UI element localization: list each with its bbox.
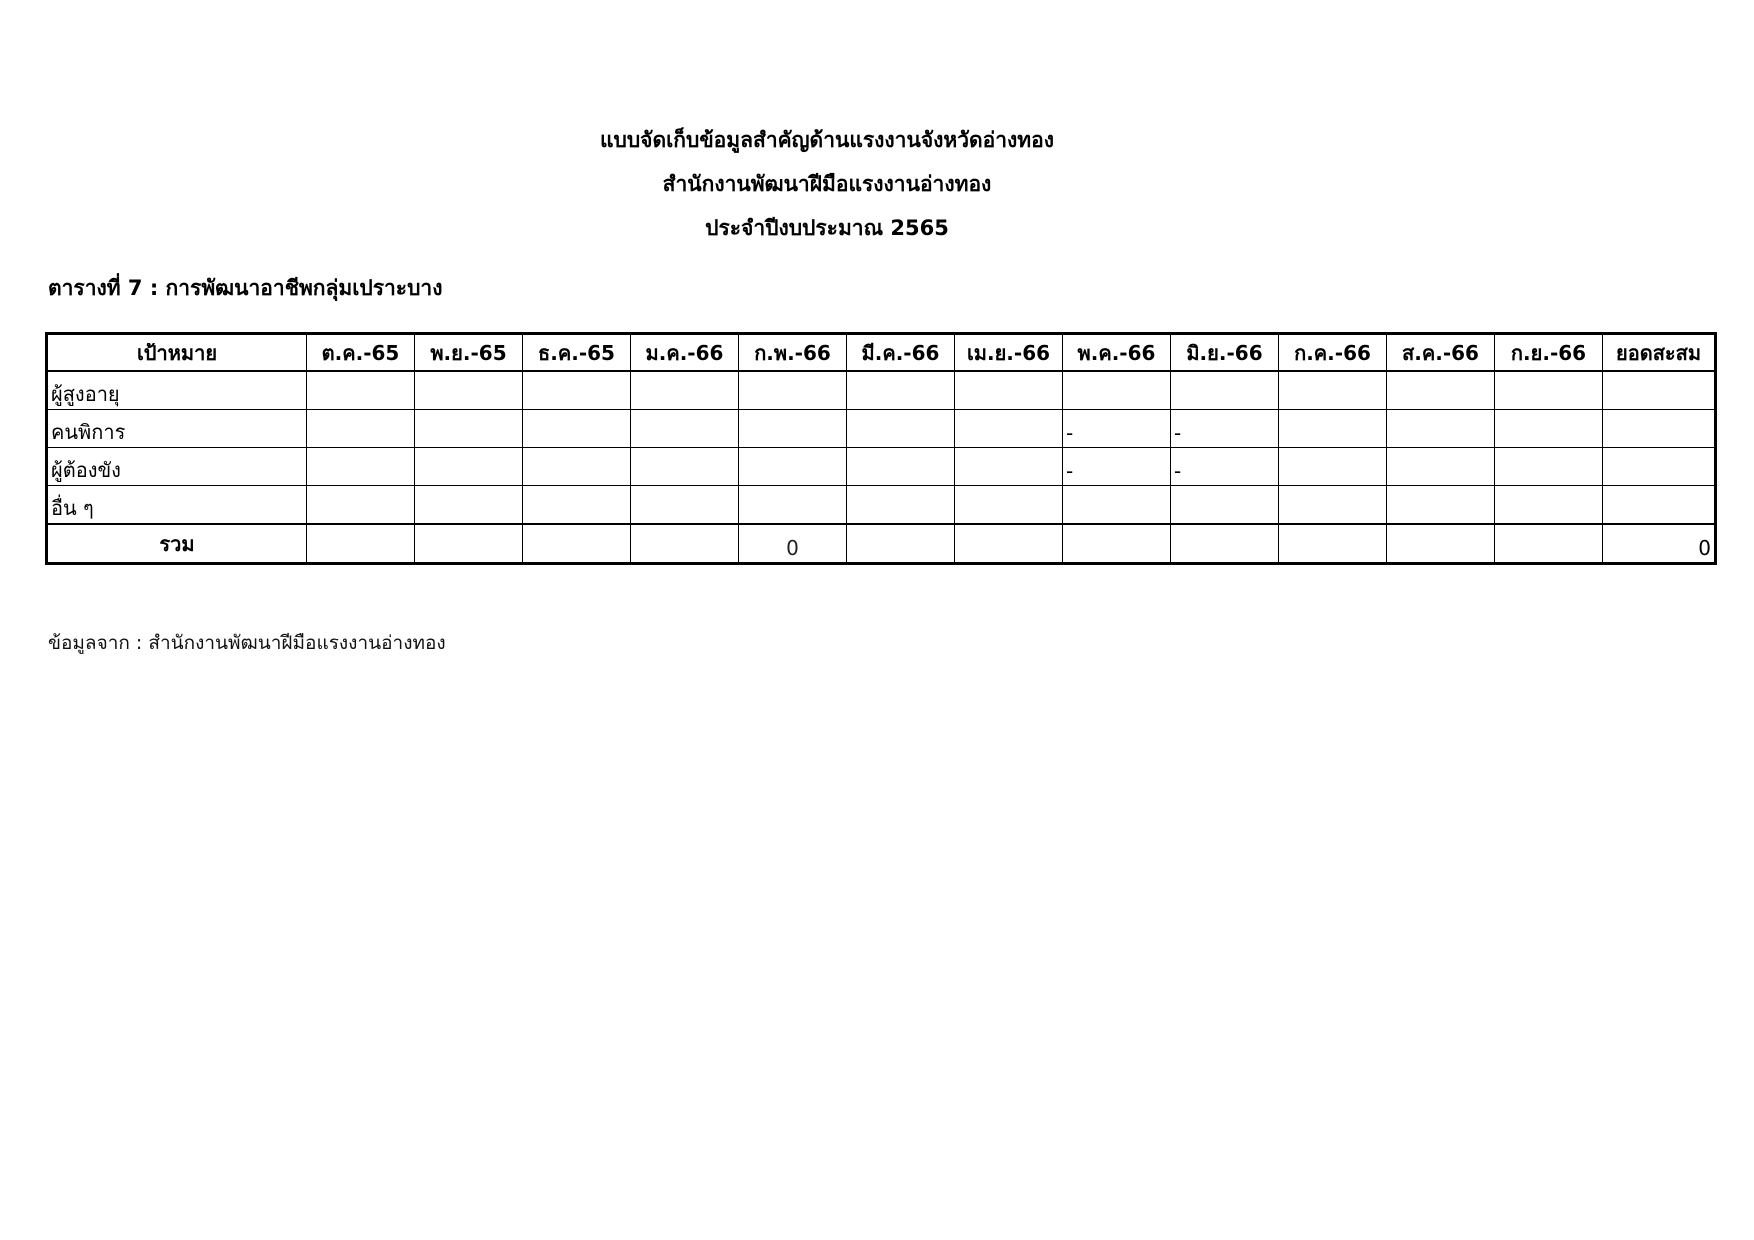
column-header-month: ก.ย.-66 — [1495, 334, 1603, 372]
table-cell — [739, 448, 847, 486]
report-fiscal-year: ประจำปีงบประมาณ 2565 — [705, 216, 949, 240]
table-cell — [631, 486, 739, 525]
table-cell — [415, 486, 523, 525]
row-label: ผู้สูงอายุ — [47, 371, 307, 410]
column-header-cumulative: ยอดสะสม — [1603, 334, 1716, 372]
row-label: อื่น ๆ — [47, 486, 307, 525]
report-organization: สำนักงานพัฒนาฝีมือแรงงานอ่างทอง — [662, 172, 992, 196]
total-cell — [307, 524, 415, 564]
table-cell — [523, 448, 631, 486]
report-header — [0, 118, 1654, 250]
table-cell — [307, 448, 415, 486]
table-cell — [739, 486, 847, 525]
column-header-month: มิ.ย.-66 — [1171, 334, 1279, 372]
table-cell — [307, 410, 415, 448]
column-header-month: ธ.ค.-65 — [523, 334, 631, 372]
total-cell — [415, 524, 523, 564]
column-header-month: พ.ค.-66 — [1063, 334, 1171, 372]
source-note: ข้อมูลจาก : สำนักงานพัฒนาฝีมือแรงงานอ่างทอง — [48, 632, 446, 654]
total-cumulative-cell: 0 — [1603, 524, 1716, 564]
table-title: ตารางที่ 7 : การพัฒนาอาชีพกลุ่มเปราะบาง — [48, 276, 443, 300]
table-cell — [955, 448, 1063, 486]
column-header-month: ก.พ.-66 — [739, 334, 847, 372]
table-cell — [847, 410, 955, 448]
column-header-target: เป้าหมาย — [47, 334, 307, 372]
total-cell — [847, 524, 955, 564]
column-header-month: พ.ย.-65 — [415, 334, 523, 372]
table-cell — [1171, 486, 1279, 525]
table-cell: - — [1171, 410, 1279, 448]
table-cell — [415, 448, 523, 486]
table-row-total — [47, 524, 1716, 564]
table-cell — [739, 371, 847, 410]
total-cell — [1495, 524, 1603, 564]
table-cell — [1063, 486, 1171, 525]
table-cell — [1495, 410, 1603, 448]
table-row-elderly — [47, 371, 1716, 410]
column-header-month: เม.ย.-66 — [955, 334, 1063, 372]
table-cell — [1495, 486, 1603, 525]
table-cell — [739, 410, 847, 448]
table-cell — [307, 486, 415, 525]
table-cell — [955, 410, 1063, 448]
table-cell — [1171, 371, 1279, 410]
row-label: ผู้ต้องขัง — [47, 448, 307, 486]
table-row-disabled — [47, 410, 1716, 448]
column-header-month: ต.ค.-65 — [307, 334, 415, 372]
total-cell — [631, 524, 739, 564]
table-cell — [847, 448, 955, 486]
table-cell — [1603, 486, 1716, 525]
total-cell — [1387, 524, 1495, 564]
total-cell — [1063, 524, 1171, 564]
table-cell — [955, 486, 1063, 525]
table-cell — [1387, 448, 1495, 486]
table-cell — [523, 371, 631, 410]
column-header-month: ก.ค.-66 — [1279, 334, 1387, 372]
total-cell — [955, 524, 1063, 564]
column-header-month: มี.ค.-66 — [847, 334, 955, 372]
table-cell — [1063, 371, 1171, 410]
table-cell — [307, 371, 415, 410]
table-cell — [523, 486, 631, 525]
table-header-row — [47, 334, 1716, 372]
table-cell — [415, 371, 523, 410]
column-header-month: ม.ค.-66 — [631, 334, 739, 372]
table-cell — [1387, 410, 1495, 448]
table-cell — [955, 371, 1063, 410]
table-cell — [1387, 371, 1495, 410]
row-label: คนพิการ — [47, 410, 307, 448]
vulnerable-groups-table — [45, 332, 1717, 565]
table-cell: - — [1063, 410, 1171, 448]
table-cell — [1279, 371, 1387, 410]
table-cell — [631, 448, 739, 486]
total-label: รวม — [47, 524, 307, 564]
table-cell — [847, 371, 955, 410]
table-cell — [1387, 486, 1495, 525]
table-cell — [847, 486, 955, 525]
table-cell — [415, 410, 523, 448]
total-cell — [1171, 524, 1279, 564]
table-cell — [1495, 448, 1603, 486]
table-cell — [1279, 486, 1387, 525]
table-cell: - — [1171, 448, 1279, 486]
total-cell: 0 — [739, 524, 847, 564]
table-cell — [1279, 410, 1387, 448]
table-cell — [1603, 448, 1716, 486]
total-cell — [523, 524, 631, 564]
table-cell — [1603, 371, 1716, 410]
table-cell — [1603, 410, 1716, 448]
table-cell — [1495, 371, 1603, 410]
table-cell — [1279, 448, 1387, 486]
table-row-others — [47, 486, 1716, 525]
table-cell: - — [1063, 448, 1171, 486]
table-row-inmates — [47, 448, 1716, 486]
report-title: แบบจัดเก็บข้อมูลสำคัญด้านแรงงานจังหวัดอ่างทอง — [599, 128, 1055, 152]
table-cell — [523, 410, 631, 448]
table-cell — [631, 371, 739, 410]
table-cell — [631, 410, 739, 448]
total-cell — [1279, 524, 1387, 564]
column-header-month: ส.ค.-66 — [1387, 334, 1495, 372]
